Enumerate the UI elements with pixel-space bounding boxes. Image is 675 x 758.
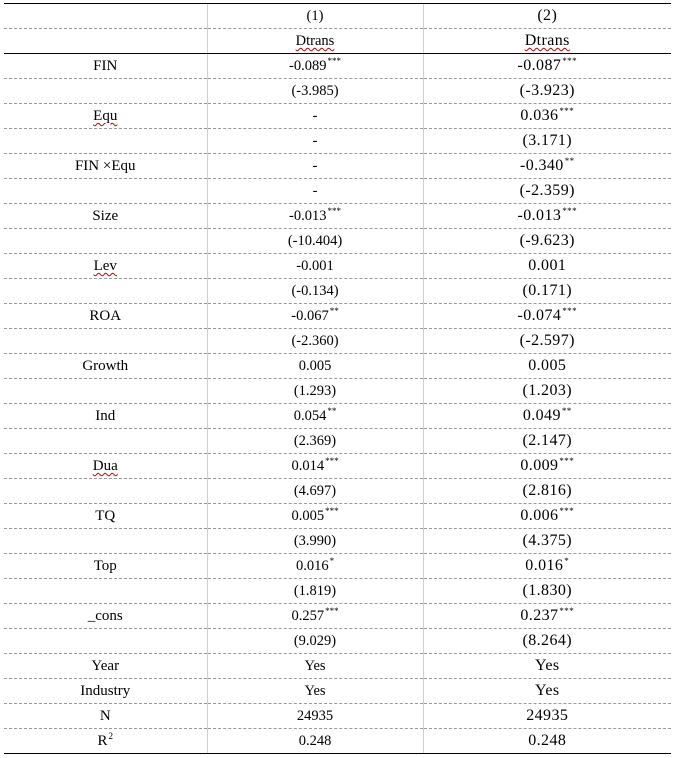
row-label-text: Lev bbox=[93, 258, 117, 274]
value: Yes bbox=[304, 683, 326, 699]
value-cell-c1 bbox=[207, 454, 423, 479]
row-label bbox=[4, 179, 207, 204]
table-row-tstat bbox=[4, 129, 671, 154]
value: (-2.359) bbox=[519, 182, 575, 199]
value-cell-c2 bbox=[423, 679, 671, 704]
value: (4.697) bbox=[293, 483, 337, 499]
value-cell-c2 bbox=[423, 329, 671, 354]
column-number-2: (2) bbox=[423, 4, 671, 29]
value: 0.248 bbox=[528, 732, 567, 749]
value-cell-c2 bbox=[423, 479, 671, 504]
significance-stars: *** bbox=[325, 606, 339, 616]
value-cell-c1 bbox=[207, 579, 423, 604]
value-cell-c2 bbox=[423, 504, 671, 529]
row-label bbox=[4, 629, 207, 654]
significance-stars: *** bbox=[327, 206, 341, 216]
value-cell-c1 bbox=[207, 279, 423, 304]
row-label bbox=[4, 479, 207, 504]
table-row-coef bbox=[4, 154, 671, 179]
table-row-coef bbox=[4, 254, 671, 279]
significance-stars: * bbox=[329, 556, 335, 566]
value: 0.001 bbox=[528, 257, 567, 274]
table-row-r2 bbox=[4, 729, 671, 754]
table-row-tstat bbox=[4, 79, 671, 104]
value-cell-c2 bbox=[423, 379, 671, 404]
column-number-1: (1) bbox=[207, 4, 423, 29]
value-cell-c2 bbox=[423, 604, 671, 629]
value: (4.375) bbox=[522, 532, 572, 549]
table-row-coef bbox=[4, 104, 671, 129]
value: (-3.985) bbox=[291, 83, 339, 99]
table-row-coef bbox=[4, 404, 671, 429]
value: (2.369) bbox=[293, 433, 337, 449]
value: (-2.597) bbox=[519, 332, 575, 349]
value-cell-c1 bbox=[207, 379, 423, 404]
row-label bbox=[4, 604, 207, 629]
value-cell-c1 bbox=[207, 404, 423, 429]
row-label bbox=[4, 404, 207, 429]
row-label bbox=[4, 454, 207, 479]
header-row-columns bbox=[4, 4, 671, 29]
row-label-text: N bbox=[99, 708, 111, 724]
value-cell-c2 bbox=[423, 304, 671, 329]
value-cell-c1 bbox=[207, 479, 423, 504]
value-cell-c1 bbox=[207, 204, 423, 229]
value-cell-c1 bbox=[207, 629, 423, 654]
value: (-9.623) bbox=[519, 232, 575, 249]
table-row-tstat bbox=[4, 379, 671, 404]
value-cell-c1 bbox=[207, 729, 423, 754]
value: (-2.360) bbox=[291, 333, 339, 349]
significance-stars: *** bbox=[562, 56, 577, 66]
value-cell-c1 bbox=[207, 504, 423, 529]
value: 0.049 bbox=[522, 407, 561, 424]
value-cell-c1 bbox=[207, 604, 423, 629]
value: (8.264) bbox=[522, 632, 572, 649]
table-row-coef bbox=[4, 454, 671, 479]
value-cell-c1 bbox=[207, 654, 423, 679]
value: (0.171) bbox=[522, 282, 572, 299]
header-empty-cell bbox=[4, 29, 207, 54]
value-cell-c2 bbox=[423, 179, 671, 204]
row-label bbox=[4, 354, 207, 379]
value: 0.009 bbox=[520, 457, 559, 474]
row-label bbox=[4, 379, 207, 404]
row-label bbox=[4, 554, 207, 579]
value: 0.257 bbox=[291, 608, 325, 624]
row-label bbox=[4, 279, 207, 304]
value: - bbox=[312, 133, 318, 149]
value-cell-c2 bbox=[423, 729, 671, 754]
row-label-text: Year bbox=[91, 658, 120, 674]
value-cell-c2 bbox=[423, 79, 671, 104]
value: 0.036 bbox=[520, 107, 559, 124]
value-cell-c1 bbox=[207, 254, 423, 279]
row-label bbox=[4, 254, 207, 279]
significance-stars: *** bbox=[562, 206, 577, 216]
significance-stars: ** bbox=[564, 156, 575, 166]
row-label-superscript: 2 bbox=[108, 731, 113, 741]
table-row-tstat bbox=[4, 629, 671, 654]
row-label bbox=[4, 54, 207, 79]
row-label-text: FIN ×Equ bbox=[74, 158, 136, 174]
table-row-tstat bbox=[4, 479, 671, 504]
value-cell-c2 bbox=[423, 254, 671, 279]
value: (1.203) bbox=[522, 382, 572, 399]
value: 24935 bbox=[296, 708, 334, 724]
value: Yes bbox=[535, 682, 560, 699]
value-cell-c2 bbox=[423, 404, 671, 429]
value: -0.340 bbox=[519, 157, 564, 174]
value: (1.830) bbox=[522, 582, 572, 599]
value: (-10.404) bbox=[287, 233, 343, 249]
table-row-tstat bbox=[4, 279, 671, 304]
table-row-tstat bbox=[4, 579, 671, 604]
significance-stars: *** bbox=[559, 456, 575, 466]
row-label-text: Size bbox=[92, 208, 119, 224]
table-row-coef bbox=[4, 679, 671, 704]
row-label bbox=[4, 429, 207, 454]
row-label bbox=[4, 579, 207, 604]
value: 0.005 bbox=[291, 508, 325, 524]
value-cell-c1 bbox=[207, 179, 423, 204]
row-label-text: Top bbox=[93, 558, 117, 574]
row-label bbox=[4, 654, 207, 679]
value-cell-c2 bbox=[423, 454, 671, 479]
value: 0.016 bbox=[295, 558, 329, 574]
dependent-var-cell-1 bbox=[207, 29, 423, 54]
table-row-coef bbox=[4, 54, 671, 79]
value-cell-c2 bbox=[423, 354, 671, 379]
row-label bbox=[4, 679, 207, 704]
value-cell-c2 bbox=[423, 54, 671, 79]
dependent-var-2: Dtrans bbox=[524, 32, 570, 49]
value-cell-c1 bbox=[207, 529, 423, 554]
value: Yes bbox=[304, 658, 326, 674]
significance-stars: ** bbox=[329, 306, 339, 316]
value: 0.237 bbox=[520, 607, 559, 624]
table-row-coef bbox=[4, 604, 671, 629]
significance-stars: *** bbox=[327, 56, 341, 66]
table-row-tstat bbox=[4, 179, 671, 204]
significance-stars: *** bbox=[559, 506, 575, 516]
row-label bbox=[4, 504, 207, 529]
value: 0.006 bbox=[520, 507, 559, 524]
row-label bbox=[4, 79, 207, 104]
value-cell-c2 bbox=[423, 129, 671, 154]
value: - bbox=[312, 183, 318, 199]
value-cell-c1 bbox=[207, 354, 423, 379]
table-row-coef bbox=[4, 354, 671, 379]
value-cell-c1 bbox=[207, 104, 423, 129]
row-label-text: Equ bbox=[93, 108, 118, 124]
row-label-text: R bbox=[97, 733, 108, 749]
value: (2.816) bbox=[522, 482, 572, 499]
table-row-coef bbox=[4, 304, 671, 329]
table-row-coef bbox=[4, 704, 671, 729]
row-label-text: FIN bbox=[93, 58, 118, 74]
row-label bbox=[4, 129, 207, 154]
value: -0.013 bbox=[517, 207, 562, 224]
value: -0.001 bbox=[296, 258, 334, 274]
value: -0.067 bbox=[291, 308, 329, 324]
row-label-text: TQ bbox=[95, 508, 116, 524]
row-label bbox=[4, 704, 207, 729]
row-label-text: Dua bbox=[92, 458, 118, 474]
significance-stars: ** bbox=[561, 406, 572, 416]
row-label bbox=[4, 729, 207, 754]
value-cell-c1 bbox=[207, 129, 423, 154]
value-cell-c2 bbox=[423, 554, 671, 579]
value-cell-c1 bbox=[207, 154, 423, 179]
row-label bbox=[4, 104, 207, 129]
row-label bbox=[4, 204, 207, 229]
value-cell-c2 bbox=[423, 429, 671, 454]
value-cell-c2 bbox=[423, 104, 671, 129]
value: (1.819) bbox=[293, 583, 337, 599]
table-row-tstat bbox=[4, 329, 671, 354]
value: (-0.134) bbox=[291, 283, 339, 299]
value-cell-c1 bbox=[207, 329, 423, 354]
value-cell-c1 bbox=[207, 679, 423, 704]
significance-stars: *** bbox=[325, 456, 339, 466]
value-cell-c2 bbox=[423, 229, 671, 254]
table-row-coef bbox=[4, 654, 671, 679]
row-label-text: Growth bbox=[82, 358, 129, 374]
value-cell-c1 bbox=[207, 229, 423, 254]
value: 0.016 bbox=[525, 557, 564, 574]
table-row-coef bbox=[4, 204, 671, 229]
value: -0.087 bbox=[517, 57, 562, 74]
value-cell-c2 bbox=[423, 204, 671, 229]
row-label bbox=[4, 229, 207, 254]
value: - bbox=[312, 158, 318, 174]
significance-stars: ** bbox=[327, 406, 337, 416]
value: Yes bbox=[535, 657, 560, 674]
value: 0.005 bbox=[528, 357, 567, 374]
value-cell-c1 bbox=[207, 429, 423, 454]
regression-table bbox=[4, 3, 671, 754]
dependent-var-cell-2 bbox=[423, 29, 671, 54]
value-cell-c1 bbox=[207, 304, 423, 329]
value: -0.074 bbox=[517, 307, 562, 324]
significance-stars: *** bbox=[562, 306, 577, 316]
value: (3.990) bbox=[293, 533, 337, 549]
row-label bbox=[4, 154, 207, 179]
value: (9.029) bbox=[293, 633, 337, 649]
value-cell-c2 bbox=[423, 704, 671, 729]
value-cell-c1 bbox=[207, 54, 423, 79]
value: 0.054 bbox=[293, 408, 327, 424]
value: (2.147) bbox=[522, 432, 572, 449]
value-cell-c1 bbox=[207, 554, 423, 579]
value-cell-c2 bbox=[423, 579, 671, 604]
value: 0.005 bbox=[298, 358, 332, 374]
row-label-text: _cons bbox=[87, 608, 123, 624]
value-cell-c2 bbox=[423, 629, 671, 654]
significance-stars: * bbox=[564, 556, 570, 566]
header-row-dependent bbox=[4, 29, 671, 54]
value: -0.089 bbox=[289, 58, 327, 74]
value-cell-c1 bbox=[207, 79, 423, 104]
row-label-text: Ind bbox=[95, 408, 116, 424]
value-cell-c2 bbox=[423, 279, 671, 304]
value-cell-c2 bbox=[423, 154, 671, 179]
table-row-tstat bbox=[4, 529, 671, 554]
table-row-coef bbox=[4, 554, 671, 579]
row-label-text: Industry bbox=[80, 683, 131, 699]
row-label-text: ROA bbox=[89, 308, 122, 324]
row-label bbox=[4, 304, 207, 329]
value: 0.014 bbox=[291, 458, 325, 474]
dependent-var-1: Dtrans bbox=[295, 33, 335, 49]
value: (1.293) bbox=[293, 383, 337, 399]
value: -0.013 bbox=[289, 208, 327, 224]
value: (-3.923) bbox=[519, 82, 575, 99]
regression-table-body bbox=[4, 4, 671, 754]
value: 0.248 bbox=[298, 733, 332, 749]
significance-stars: *** bbox=[559, 106, 575, 116]
value: - bbox=[312, 108, 318, 124]
row-label bbox=[4, 329, 207, 354]
table-row-tstat bbox=[4, 429, 671, 454]
header-empty-cell bbox=[4, 4, 207, 29]
value-cell-c2 bbox=[423, 654, 671, 679]
value-cell-c2 bbox=[423, 529, 671, 554]
row-label bbox=[4, 529, 207, 554]
value: (3.171) bbox=[522, 132, 572, 149]
table-row-coef bbox=[4, 504, 671, 529]
significance-stars: *** bbox=[325, 506, 339, 516]
table-row-tstat bbox=[4, 229, 671, 254]
significance-stars: *** bbox=[559, 606, 575, 616]
value-cell-c1 bbox=[207, 704, 423, 729]
value: 24935 bbox=[526, 707, 569, 724]
